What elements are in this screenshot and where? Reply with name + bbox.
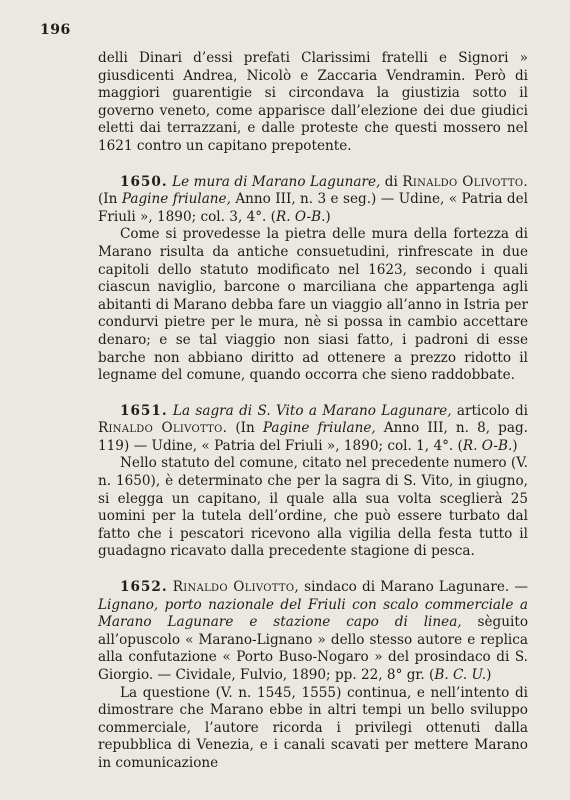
entry-by: articolo di bbox=[451, 402, 528, 419]
entry-ref-close: ) bbox=[325, 208, 331, 225]
entry-body: La questione (V. n. 1545, 1555) continua, e nell’intento di dimostrare che Marano ebbe in altri tempi un bello sviluppo commerciale, l’autore ricorda i privilegi ottenuti dalla repubblica di Venezia, e i canali scavati per mettere Marano in comunicazione bbox=[98, 684, 528, 771]
entry-pub-details: Anno III, n. 3 e seg.) — Udine, « Patria del Friuli », 1890; col. 3, 4°. ( bbox=[98, 191, 529, 225]
entry-body: Come si provedesse la pietra delle mura della fortezza di Marano risulta da antiche consuetudini, rinfrescate in due capitoli dello statuto modificato nel 1623, secondo i quali ciascun naviglio, barcone o marciliana che appartenga agli abitanti di Marano debba fare un viaggio all’anno in Istria per condurvi pietre per le mura, nè si possa in cambio accettare denaro; e se tal viaggio non siasi fatto, i padroni di esse barche non abbiano diritto ad ottenere a prezzo ridotto il legname del comune, quando occorra che sieno raddobbate. bbox=[98, 226, 528, 384]
entry-1651 bbox=[98, 403, 528, 561]
entry-number: 1651. bbox=[120, 402, 168, 419]
entry-title: Lignano, porto nazionale del Friuli con scalo commerciale a Marano Lagunare e stazione capo di linea, bbox=[98, 596, 528, 631]
entry-pub-pre: (In bbox=[227, 420, 263, 437]
entry-ref-close: ) bbox=[486, 667, 492, 683]
entry-1650 bbox=[98, 174, 528, 385]
entry-pub-details: Anno III, n. 8, pag. 119) — Udine, « Patria del Friuli », 1890; col. 1, 4°. ( bbox=[98, 420, 529, 454]
entry-header bbox=[98, 174, 528, 227]
entry-author: Rinaldo Olivotto. bbox=[98, 420, 228, 437]
entry-publication: Pagine friulane, bbox=[262, 420, 376, 437]
page-number: 196 bbox=[40, 22, 71, 38]
entry-header bbox=[98, 579, 528, 685]
entry-pub-details: sèguito all’opuscolo « Marano-Lignano » dello stesso autore e replica alla confutazione « Porto Buso-Nogaro » del prosindaco di S. Giorgio. — Cividale, Fulvio, 1890; pp. 22, 8° gr. ( bbox=[98, 614, 528, 683]
entry-number: 1652. bbox=[120, 579, 168, 596]
entry-1652 bbox=[98, 579, 528, 773]
page-text bbox=[98, 50, 528, 773]
entry-author: Rinaldo Olivotto, bbox=[172, 579, 300, 596]
entry-library-ref: R. O-B. bbox=[462, 437, 513, 454]
entry-ref-close: ) bbox=[512, 437, 518, 454]
entry-header bbox=[98, 403, 528, 456]
intro-paragraph: delli Dinari d’essi prefati Clarissimi fratelli e Signori » giusdicenti Andrea, Nicolò e Zaccaria Vendramin. Però di maggiori guarentigie si circondava la giustizia sotto il governo veneto, come apparisce dall’elezione dei due giudici eletti dai terrazzani, e dalle proteste che questi mossero nel 1621 contro un capitano prepotente. bbox=[98, 50, 528, 154]
entry-number: 1650. bbox=[120, 173, 168, 190]
entry-title: Le mura di Marano Lagunare, bbox=[172, 173, 381, 190]
entry-library-ref: B. C. U. bbox=[434, 667, 487, 683]
entry-publication: Pagine friulane, bbox=[121, 191, 231, 208]
entry-by: di bbox=[380, 173, 403, 190]
entry-title: La sagra di S. Vito a Marano Lagunare, bbox=[172, 402, 452, 419]
entry-lead-text: sindaco di Marano Lagunare. — bbox=[299, 579, 528, 596]
entry-library-ref: R. O-B. bbox=[275, 208, 326, 225]
entry-pub-pre: (In bbox=[98, 191, 122, 208]
entry-body: Nello statuto del comune, citato nel precedente numero (V. n. 1650), è determinato che per la sagra di S. Vito, in giugno, si elegga un capitano, il quale alla sua volta sceglierà 25 uomini per la tutela dell’ordine, che può essere turbato dal fatto che i pescatori ricevono alla vigilia della festa tutto il guadagno ricavato dalla precedente stagione di pesca. bbox=[98, 455, 528, 560]
entry-author: Rinaldo Olivotto. bbox=[402, 173, 528, 190]
